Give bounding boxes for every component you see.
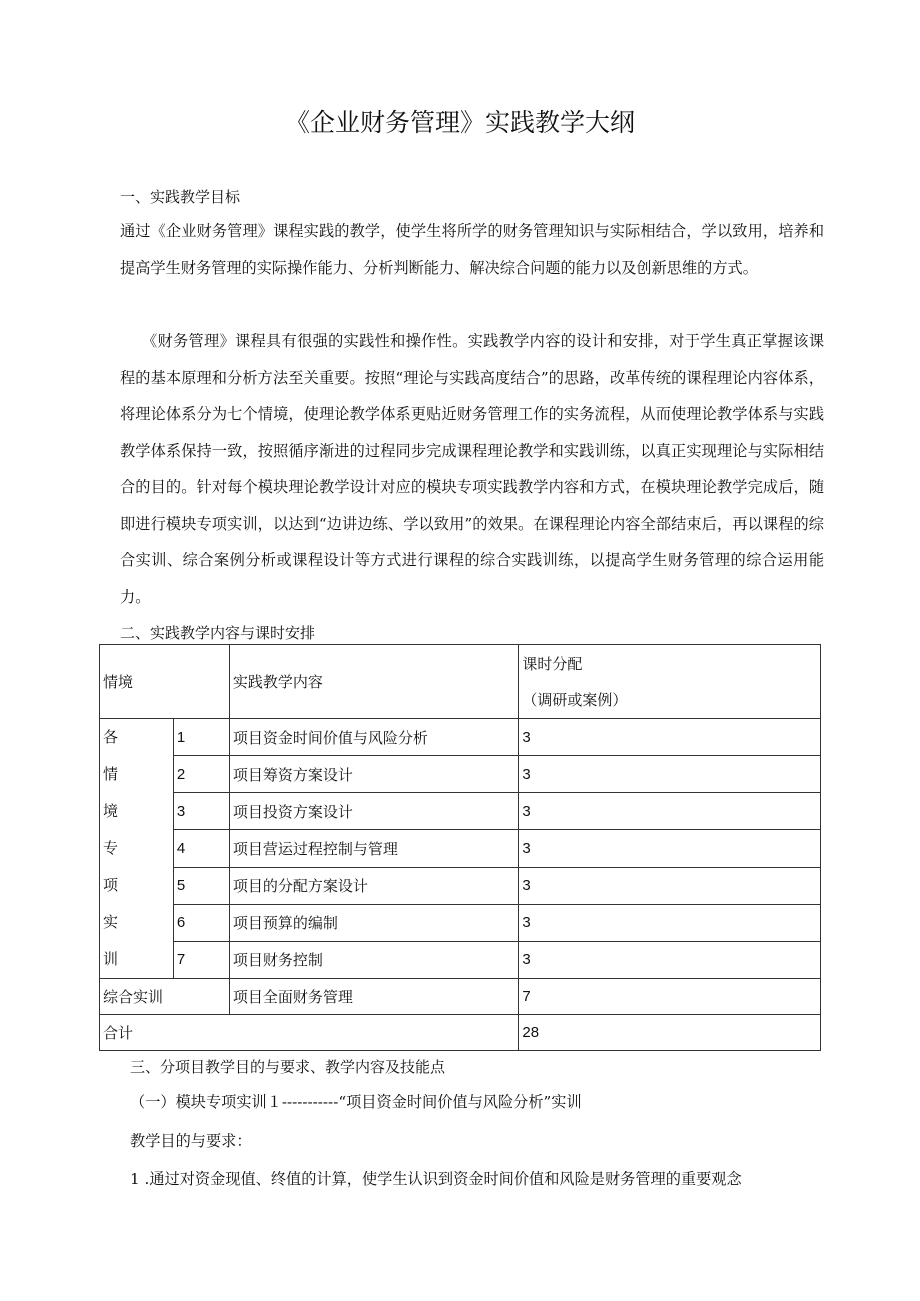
objective-item-1: 1 .通过对资金现值、终值的计算，使学生认识到资金时间价值和风险是财务管理的重要观念 (130, 1170, 742, 1188)
section3-subheading-1: （一）模块专项实训１-----------“项目资金时间价值与风险分析”实训 (130, 1093, 582, 1111)
row-number: 2 (173, 756, 229, 793)
row-content: 项目投资方案设计 (229, 793, 519, 830)
table-row (100, 830, 821, 867)
group-label-char: 项 (103, 876, 119, 894)
header-scenario: 情境 (100, 645, 230, 719)
table-row-comprehensive (100, 979, 821, 1015)
table-row (100, 719, 821, 756)
row-number: 6 (173, 904, 229, 941)
row-content: 项目预算的编制 (229, 904, 519, 941)
row-hours: 3 (519, 719, 821, 756)
table-header-row (100, 645, 821, 719)
row-hours: 3 (519, 904, 821, 941)
row-number: 4 (173, 830, 229, 867)
comprehensive-content: 项目全面财务管理 (229, 979, 519, 1015)
row-number: 7 (173, 941, 229, 978)
section1-paragraph-1: 通过《企业财务管理》课程实践的教学，使学生将所学的财务管理知识与实际相结合，学以致用，培养和提高学生财务管理的实际操作能力、分析判断能力、解决综合问题的能力以及创新思维的方式。 (120, 222, 824, 277)
row-content: 项目筹资方案设计 (229, 756, 519, 793)
row-hours: 3 (519, 941, 821, 978)
section1-heading: 一、实践教学目标 (120, 188, 241, 206)
group-label-char: 训 (103, 950, 119, 968)
comprehensive-label: 综合实训 (100, 979, 230, 1015)
table-row (100, 904, 821, 941)
row-hours: 3 (519, 793, 821, 830)
row-hours: 3 (519, 830, 821, 867)
page-title: 《企业财务管理》实践教学大纲 (284, 108, 635, 137)
row-number: 5 (173, 867, 229, 904)
row-number: 3 (173, 793, 229, 830)
row-content: 项目资金时间价值与风险分析 (229, 719, 519, 756)
objective-label: 教学目的与要求： (130, 1132, 252, 1150)
group-label-char: 境 (103, 802, 119, 820)
group-label-char: 专 (103, 839, 119, 857)
row-content: 项目财务控制 (229, 941, 519, 978)
row-content: 项目的分配方案设计 (229, 867, 519, 904)
table-row (100, 793, 821, 830)
row-hours: 3 (519, 867, 821, 904)
row-number: 1 (173, 719, 229, 756)
total-label: 合计 (100, 1015, 519, 1051)
row-content: 项目营运过程控制与管理 (229, 830, 519, 867)
group-label-special-training (100, 719, 174, 979)
total-hours: 28 (519, 1015, 821, 1051)
section2-heading: 二、实践教学内容与课时安排 (120, 624, 316, 642)
group-label-char: 情 (103, 765, 119, 783)
header-hours-line2: （调研或案例） (522, 690, 628, 709)
group-label-char: 各 (103, 728, 119, 746)
section1-paragraph-2: 《财务管理》课程具有很强的实践性和操作性。实践教学内容的设计和安排，对于学生真正掌握该课程的基本原理和分析方法至关重要。按照“理论与实践高度结合”的思路，改革传统的课程理论内容体系，将理论体系分为七个情境，使理论教学体系更贴近财务管理工作的实务流程，从而使理论教学体系与实践教学体系保持一致，按照循序渐进的过程同步完成课程理论教学和实践训练，以真正实现理论与实际相结合的目的。针对每个模块理论教学设计对应的模块专项实践教学内容和方式，在模块理论教学完成后，随即进行模块专项实训，以达到“边讲边练、学以致用”的效果。在课程理论内容全部结束后，再以课程的综合实训、综合案例分析或课程设计等方式进行课程的综合实践训练，以提高学生财务管理的综合运用能力。 (120, 332, 824, 606)
header-hours-line1: 课时分配 (522, 654, 583, 673)
comprehensive-hours: 7 (519, 979, 821, 1015)
table-row (100, 867, 821, 904)
row-hours: 3 (519, 756, 821, 793)
table-row-total (100, 1015, 821, 1051)
group-label-char: 实 (103, 913, 119, 931)
header-hours (519, 645, 821, 719)
table-row (100, 941, 821, 978)
course-hours-table (99, 644, 821, 1051)
header-content: 实践教学内容 (229, 645, 519, 719)
section3-heading: 三、分项目教学目的与要求、教学内容及技能点 (130, 1058, 446, 1076)
table-row (100, 756, 821, 793)
